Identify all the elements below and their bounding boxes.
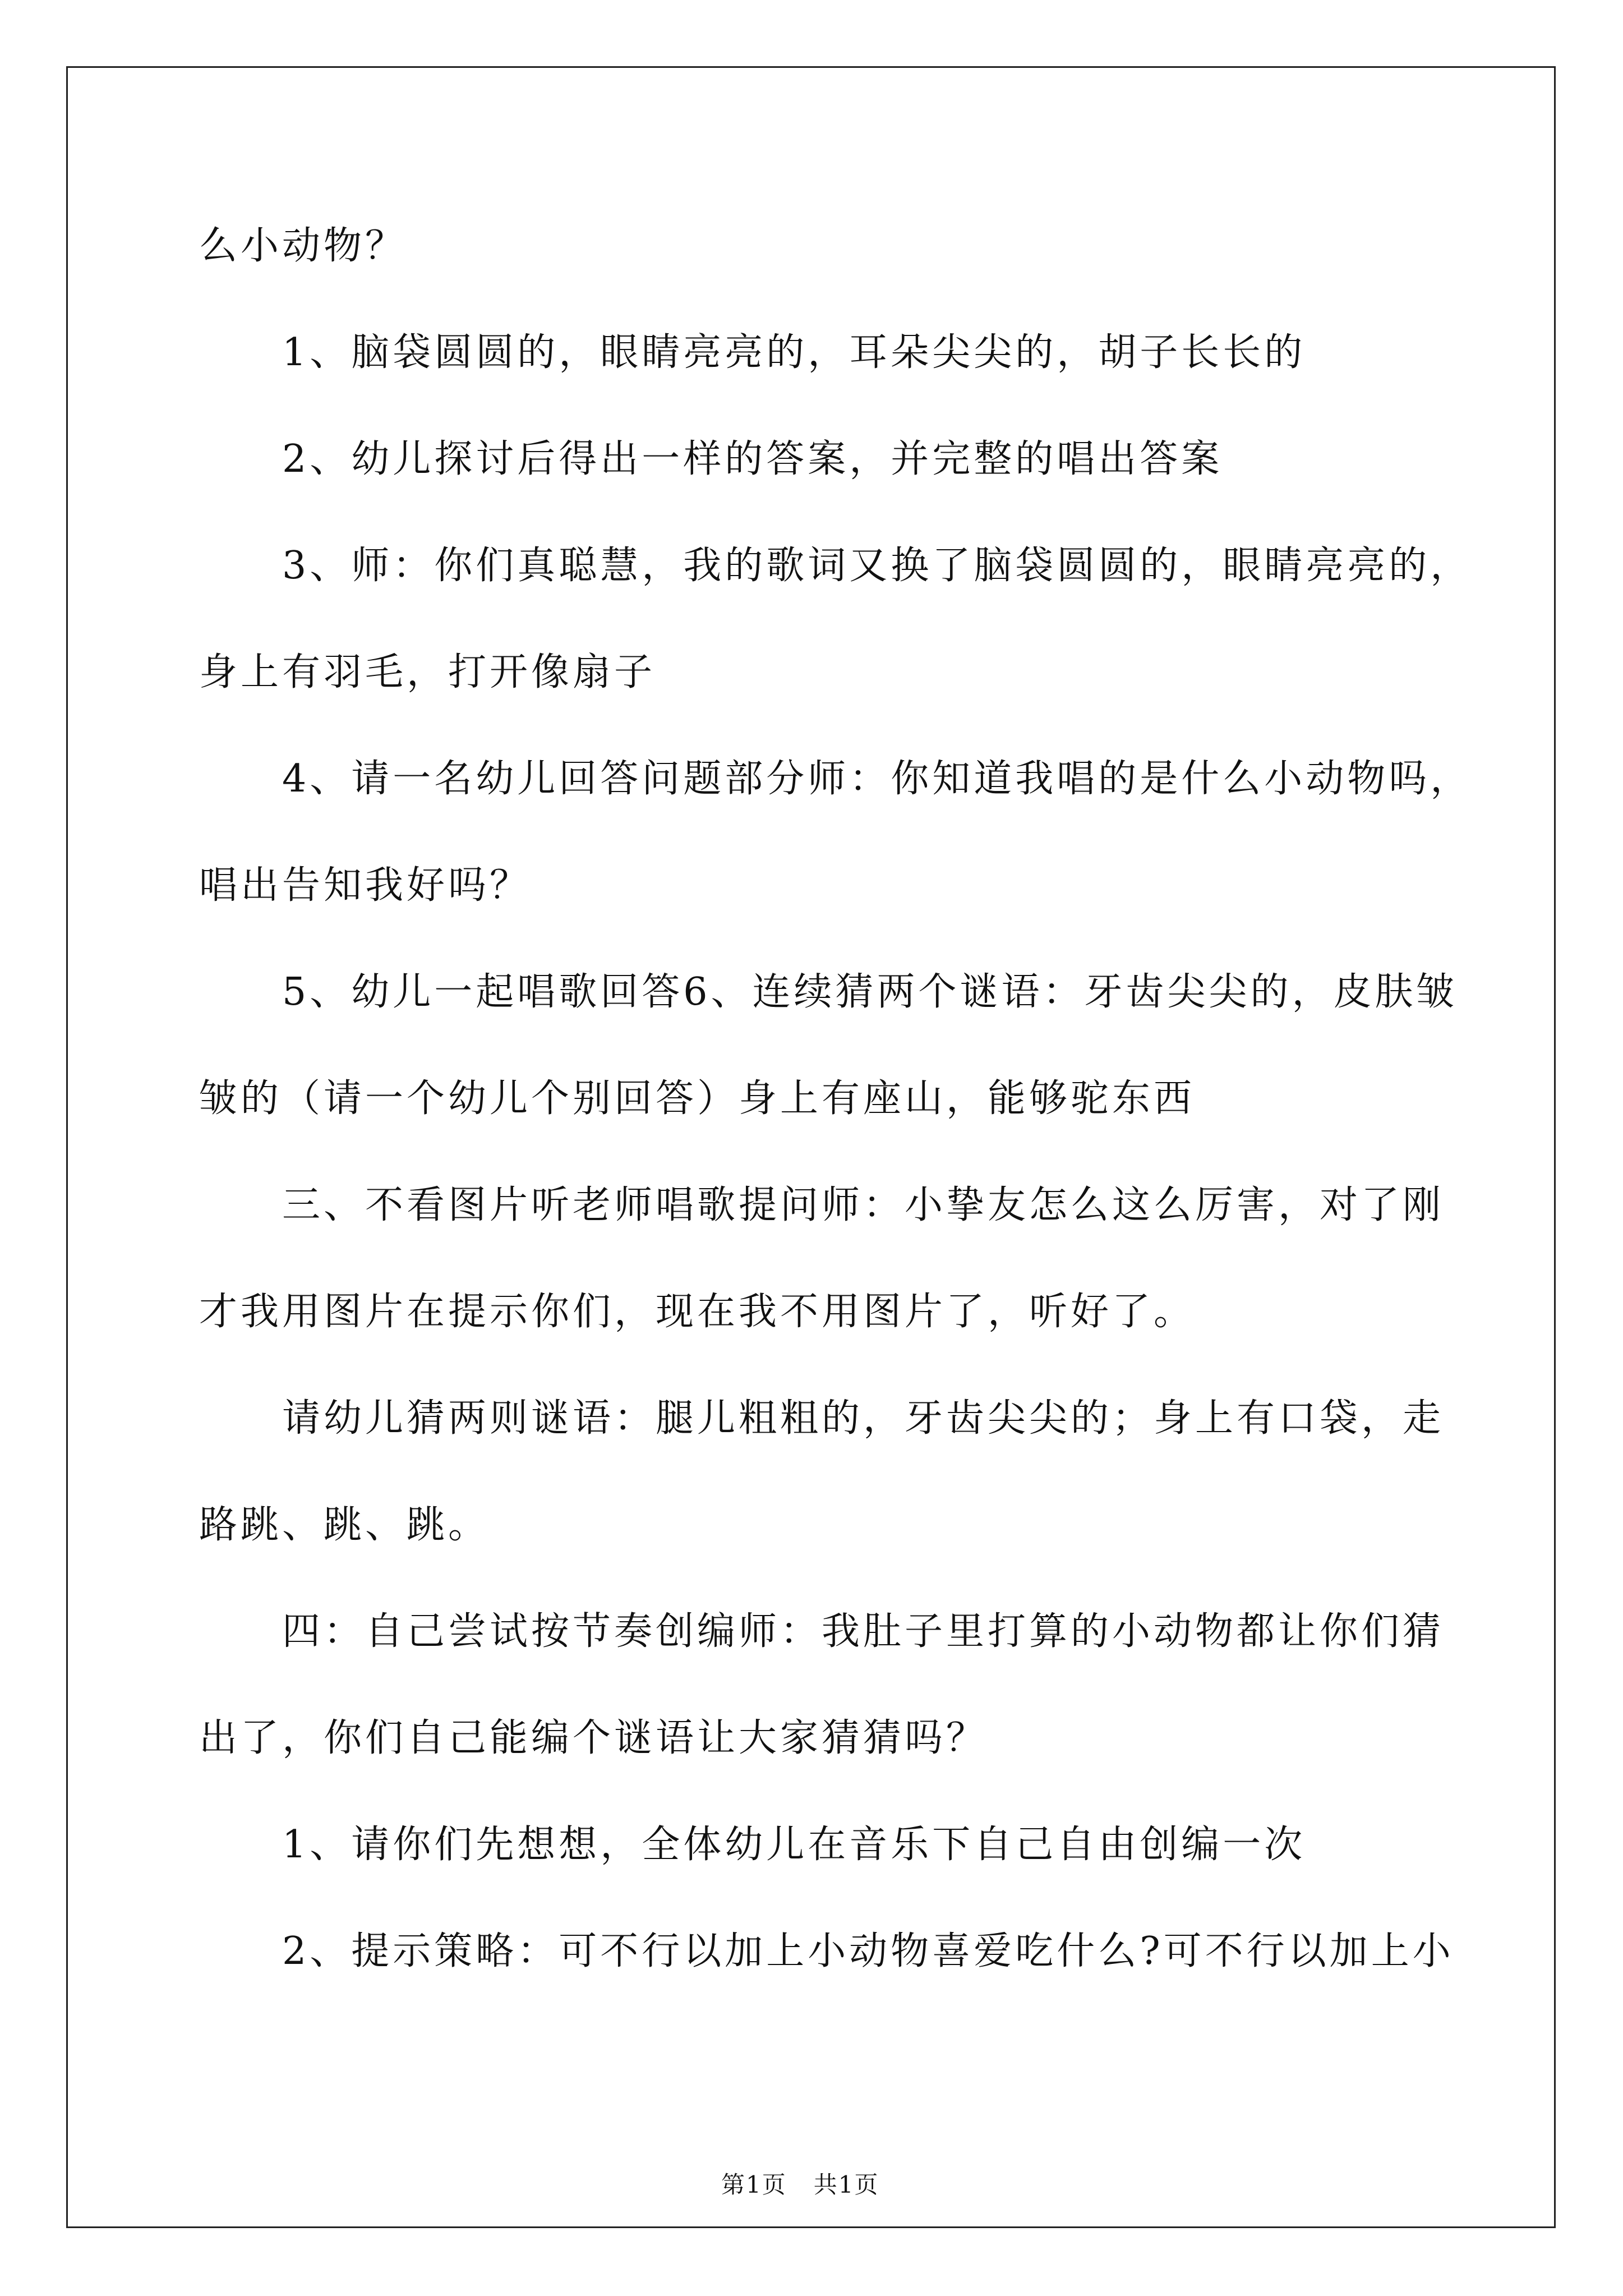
text-line: 5、幼儿一起唱歌回答6、连续猜两个谜语：牙齿尖尖的，皮肤皱	[282, 970, 1458, 1014]
text-line: 出了，你们自己能编个谜语让大家猜猜吗？	[199, 1716, 988, 1760]
text-line: 四：自己尝试按节奏创编师：我肚子里打算的小动物都让你们猜	[282, 1609, 1445, 1654]
page-frame	[66, 66, 1556, 2228]
text-line: 4、请一名幼儿回答问题部分师：你知道我唱的是什么小动物吗，	[282, 757, 1472, 801]
page-number-current: 第1页	[721, 2171, 787, 2198]
page-number-total: 共1页	[813, 2171, 879, 2198]
text-line: 么小动物？	[199, 224, 407, 268]
page-footer	[721, 2166, 879, 2200]
text-line: 才我用图片在提示你们，现在我不用图片了，听好了。	[199, 1290, 1196, 1334]
text-line: 唱出告知我好吗？	[199, 863, 532, 908]
text-line: 2、提示策略：可不行以加上小动物喜爱吃什么?可不行以加上小	[282, 1929, 1454, 1973]
text-line: 1、脑袋圆圆的，眼睛亮亮的，耳朵尖尖的，胡子长长的	[282, 330, 1306, 375]
text-line: 皱的（请一个幼儿个别回答）身上有座山，能够驼东西	[199, 1076, 1196, 1121]
text-line: 身上有羽毛，打开像扇子	[199, 650, 656, 694]
text-line: 3、师：你们真聪慧，我的歌词又换了脑袋圆圆的，眼睛亮亮的，	[282, 544, 1472, 588]
text-line: 三、不看图片听老师唱歌提问师：小挚友怎么这么厉害，对了刚	[282, 1183, 1445, 1227]
text-line: 2、幼儿探讨后得出一样的答案，并完整的唱出答案	[282, 437, 1223, 481]
text-line: 请幼儿猜两则谜语：腿儿粗粗的，牙齿尖尖的；身上有口袋，走	[282, 1396, 1445, 1441]
text-line: 1、请你们先想想，全体幼儿在音乐下自己自由创编一次	[282, 1823, 1306, 1867]
text-line: 路跳、跳、跳。	[199, 1503, 490, 1547]
